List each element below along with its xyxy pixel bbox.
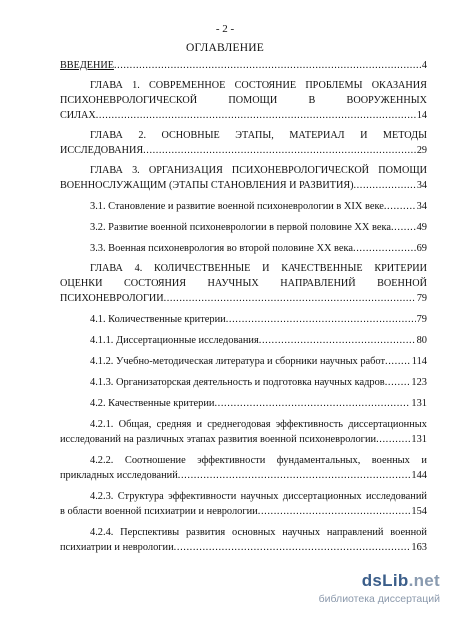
toc-entry-text: 3.2. Развитие военной психоневрологии в первой половине XX века — [90, 222, 391, 233]
dot-leader — [214, 396, 410, 411]
toc-entry-section-4-1-1[interactable] — [60, 333, 427, 348]
toc-entry-page: 154 — [411, 506, 427, 517]
toc-entry-text: прикладных исследований — [60, 470, 178, 481]
toc-entry-text: ВВЕДЕНИЕ — [60, 60, 114, 71]
justified-line: ГЛАВА 4. КОЛИЧЕСТВЕННЫЕ И КАЧЕСТВЕННЫЕ КРИТЕРИИ — [90, 263, 427, 274]
toc-title: ОГЛАВЛЕНИЕ — [186, 42, 264, 54]
toc-entry-page: 131 — [411, 434, 427, 445]
dot-leader — [96, 108, 416, 123]
toc-entry-text: СИЛАХ — [60, 110, 96, 121]
toc-entry-text: ИССЛЕДОВАНИЯ — [60, 145, 144, 156]
toc-entry-text: 4.2. Качественные критерии — [90, 398, 215, 409]
toc-entry-section-4-2-1[interactable] — [60, 417, 427, 447]
dot-leader — [384, 199, 416, 214]
dot-leader — [354, 178, 416, 193]
toc-entry-page: 79 — [416, 314, 427, 325]
dslib-watermark — [290, 571, 440, 609]
dot-leader — [114, 58, 421, 73]
justified-line: ОЦЕНКИ СОСТОЯНИЯ НАУЧНЫХ НАПРАВЛЕНИЙ ВОЕННОЙ — [60, 278, 427, 289]
toc-entry-page: 14 — [416, 110, 427, 121]
toc-entry-text: ВОЕННОСЛУЖАЩИМ (ЭТАПЫ СТАНОВЛЕНИЯ И РАЗВИТИЯ) — [60, 180, 354, 191]
toc-entry-page: 29 — [416, 145, 427, 156]
justified-line: ГЛАВА 2. ОСНОВНЫЕ ЭТАПЫ, МАТЕРИАЛ И МЕТОДЫ — [90, 130, 427, 141]
toc-entry-section-3-2[interactable] — [60, 220, 427, 235]
dot-leader — [385, 354, 411, 369]
toc-entry-section-3-1[interactable] — [60, 199, 427, 214]
toc-entry-page: 34 — [416, 180, 427, 191]
dot-leader — [259, 333, 416, 348]
dot-leader — [226, 312, 416, 327]
toc-entry-text: 4.1.1. Диссертационные исследования — [90, 335, 259, 346]
toc-entry-page: 80 — [416, 335, 427, 346]
toc-entry-section-3-3[interactable] — [60, 241, 427, 256]
toc-entry-section-4-1-3[interactable] — [60, 375, 427, 390]
watermark-subtitle: библиотека диссертаций — [318, 593, 440, 605]
toc-entry-text: 3.1. Становление и развитие военной психоневрологии в XIX веке — [90, 201, 384, 212]
toc-entry-section-4-2[interactable] — [60, 396, 427, 411]
justified-line: ГЛАВА 1. СОВРЕМЕННОЕ СОСТОЯНИЕ ПРОБЛЕМЫ ОКАЗАНИЯ — [90, 80, 427, 91]
toc-entry-text: 4.1.3. Организаторская деятельность и подготовка научных кадров — [90, 377, 385, 388]
table-of-contents — [60, 58, 427, 555]
toc-entry-text: 3.3. Военная психоневрология во второй половине XX века — [90, 243, 354, 254]
dot-leader — [178, 468, 411, 483]
toc-entry-text: 4.1.2. Учебно-методическая литература и сборники научных работ — [90, 356, 386, 367]
dot-leader — [391, 220, 416, 235]
dot-leader — [143, 143, 416, 158]
dot-leader — [353, 241, 416, 256]
toc-entry-intro[interactable] — [60, 58, 427, 73]
dot-leader — [174, 540, 411, 555]
toc-entry-page: 144 — [411, 470, 427, 481]
toc-entry-page: 49 — [416, 222, 427, 233]
justified-line: 4.2.2. Соотношение эффективности фундаментальных, военных и — [90, 455, 427, 466]
toc-entry-chapter-3[interactable] — [60, 163, 427, 193]
toc-entry-text: психиатрии и неврологии — [60, 542, 174, 553]
toc-entry-section-4-2-4[interactable] — [60, 525, 427, 555]
justified-line: 4.2.3. Структура эффективности научных диссертационных исследований — [90, 491, 427, 502]
page-number: - 2 - — [215, 23, 235, 35]
dot-leader — [258, 504, 411, 519]
toc-entry-chapter-4[interactable] — [60, 261, 427, 306]
toc-entry-text: исследований на различных этапах развития военной психоневрологии — [60, 434, 377, 445]
toc-entry-text: ПСИХОНЕВРОЛОГИИ — [60, 293, 164, 304]
toc-entry-page: 131 — [411, 398, 427, 409]
watermark-logo: dsLib.net — [361, 571, 440, 590]
toc-entry-page: 123 — [411, 377, 427, 388]
toc-entry-section-4-2-3[interactable] — [60, 489, 427, 519]
toc-entry-page: 69 — [416, 243, 427, 254]
toc-entry-chapter-1[interactable] — [60, 78, 427, 123]
toc-entry-page: 163 — [411, 542, 427, 553]
dot-leader — [376, 432, 410, 447]
justified-line: 4.2.4. Перспективы развития основных научных направлений военной — [90, 527, 427, 538]
toc-entry-text: 4.1. Количественные критерии — [90, 314, 226, 325]
justified-line: ГЛАВА 3. ОРГАНИЗАЦИЯ ПСИХОНЕВРОЛОГИЧЕСКОЙ ПОМОЩИ — [90, 165, 427, 176]
justified-line: 4.2.1. Общая, средняя и среднегодовая эффективность диссертационных — [90, 419, 427, 430]
dot-leader — [164, 291, 416, 306]
toc-entry-page: 79 — [416, 293, 427, 304]
toc-entry-chapter-2[interactable] — [60, 128, 427, 158]
toc-entry-section-4-2-2[interactable] — [60, 453, 427, 483]
toc-entry-section-4-1-2[interactable] — [60, 354, 427, 369]
dot-leader — [385, 375, 411, 390]
toc-entry-section-4-1[interactable] — [60, 312, 427, 327]
toc-entry-text: в области военной психиатрии и неврологии — [60, 506, 258, 517]
toc-entry-page: 114 — [411, 356, 427, 367]
toc-entry-page: 4 — [421, 60, 427, 71]
toc-entry-page: 34 — [416, 201, 427, 212]
justified-line: ПСИХОНЕВРОЛОГИЧЕСКОЙ ПОМОЩИ В ВООРУЖЕННЫХ — [60, 95, 427, 106]
